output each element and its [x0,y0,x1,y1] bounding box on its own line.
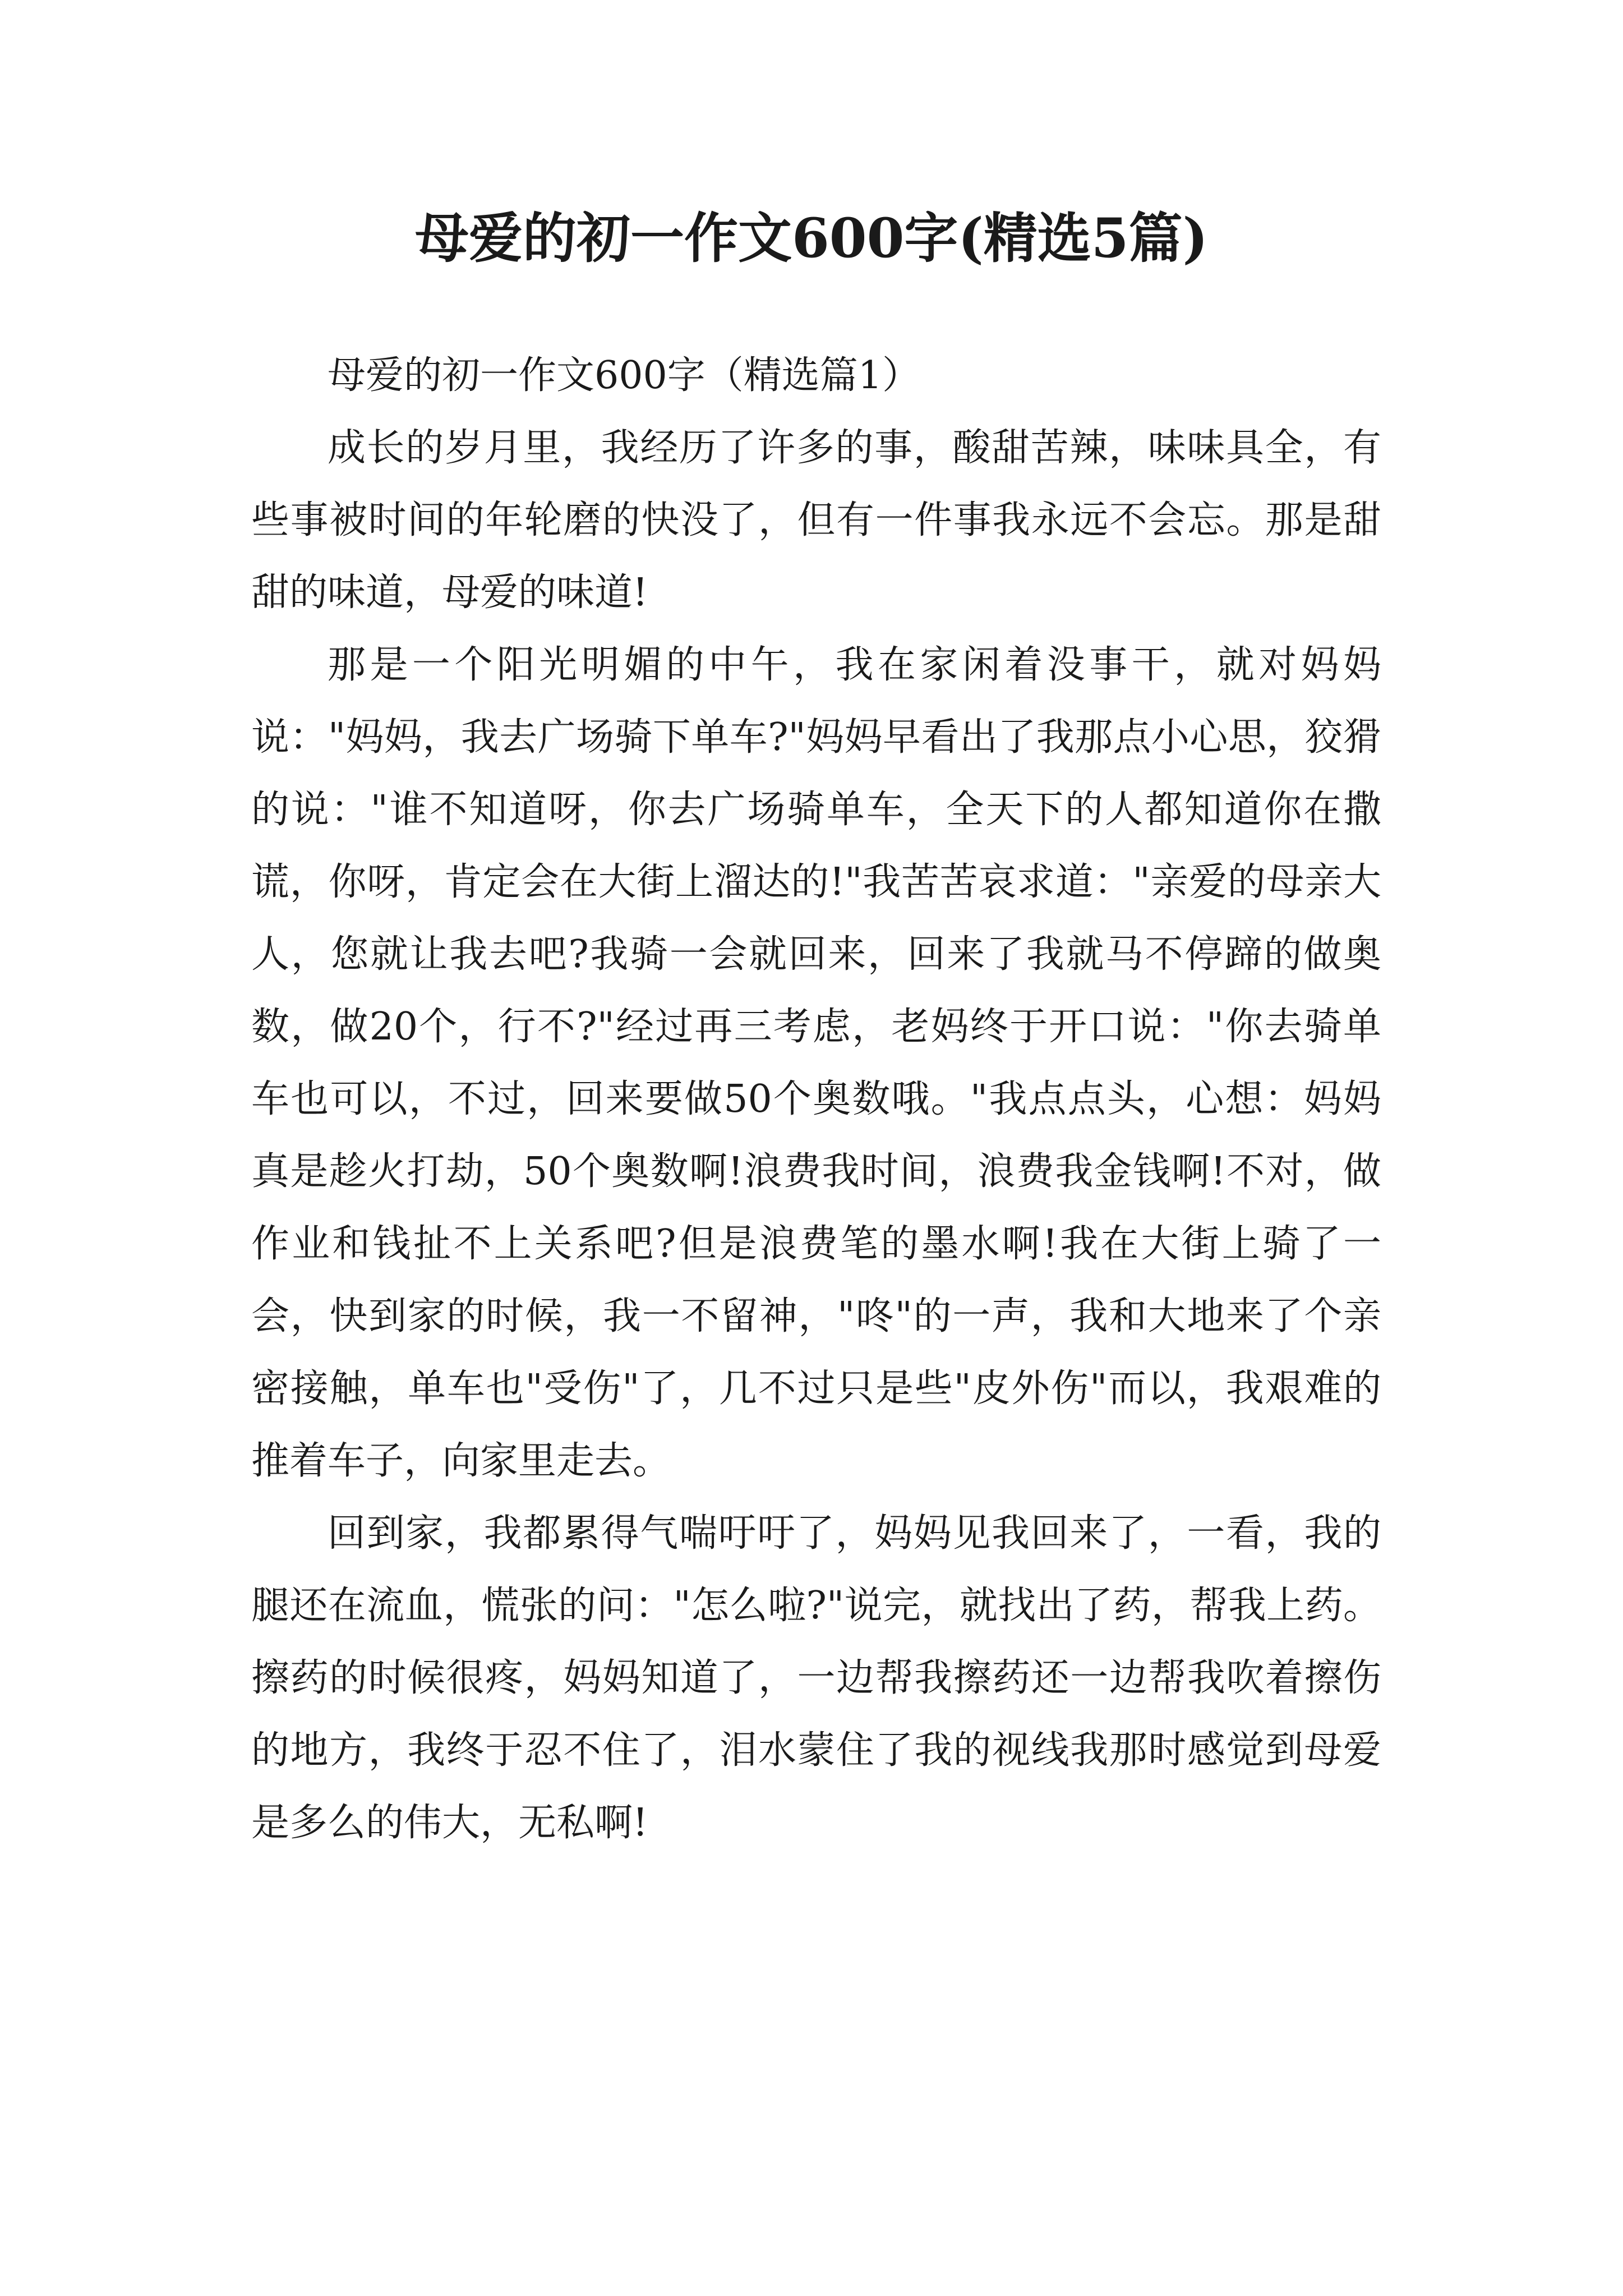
section-heading: 母爱的初一作文600字（精选篇1） [328,353,921,398]
paragraph-2: 那是一个阳光明媚的中午，我在家闲着没事干，就对妈妈说："妈妈，我去广场骑下单车?"妈妈早看出了我那点小心思，狡猾的说："谁不知道呀，你去广场骑单车，全天下的人都知道你在撒谎，你呀，肯定会在大街上溜达的!"我苦苦哀求道："亲爱的母亲大人，您就让我去吧?我骑一会就回来，回来了我就马不停蹄的做奥数，做20个，行不?"经过再三考虑，老妈终于开口说："你去骑单车也可以，不过，回来要做50个奥数哦。"我点点头，心想：妈妈真是趁火打劫，50个奥数啊!浪费我时间，浪费我金钱啊!不对，做作业和钱扯不上关系吧?但是浪费笔的墨水啊!我在大街上骑了一会，快到家的时候，我一不留神，"咚"的一声，我和大地来了个亲密接触，单车也"受伤"了，几不过只是些"皮外伤"而以，我艰难的推着车子，向家里走去。 [251,643,1381,1483]
paragraph-1: 成长的岁月里，我经历了许多的事，酸甜苦辣，味味具全，有些事被时间的年轮磨的快没了，但有一件事我永远不会忘。那是甜甜的味道，母爱的味道! [251,426,1381,615]
document-body [251,339,1381,1859]
document-title: 母爱的初一作文600字(精选5篇) [414,206,1209,270]
paragraph-3: 回到家，我都累得气喘吁吁了，妈妈见我回来了，一看，我的腿还在流血，慌张的问："怎么啦?"说完，就找出了药，帮我上药。擦药的时候很疼，妈妈知道了，一边帮我擦药还一边帮我吹着擦伤的地方，我终于忍不住了，泪水蒙住了我的视线我那时感觉到母爱是多么的伟大，无私啊! [251,1511,1381,1845]
